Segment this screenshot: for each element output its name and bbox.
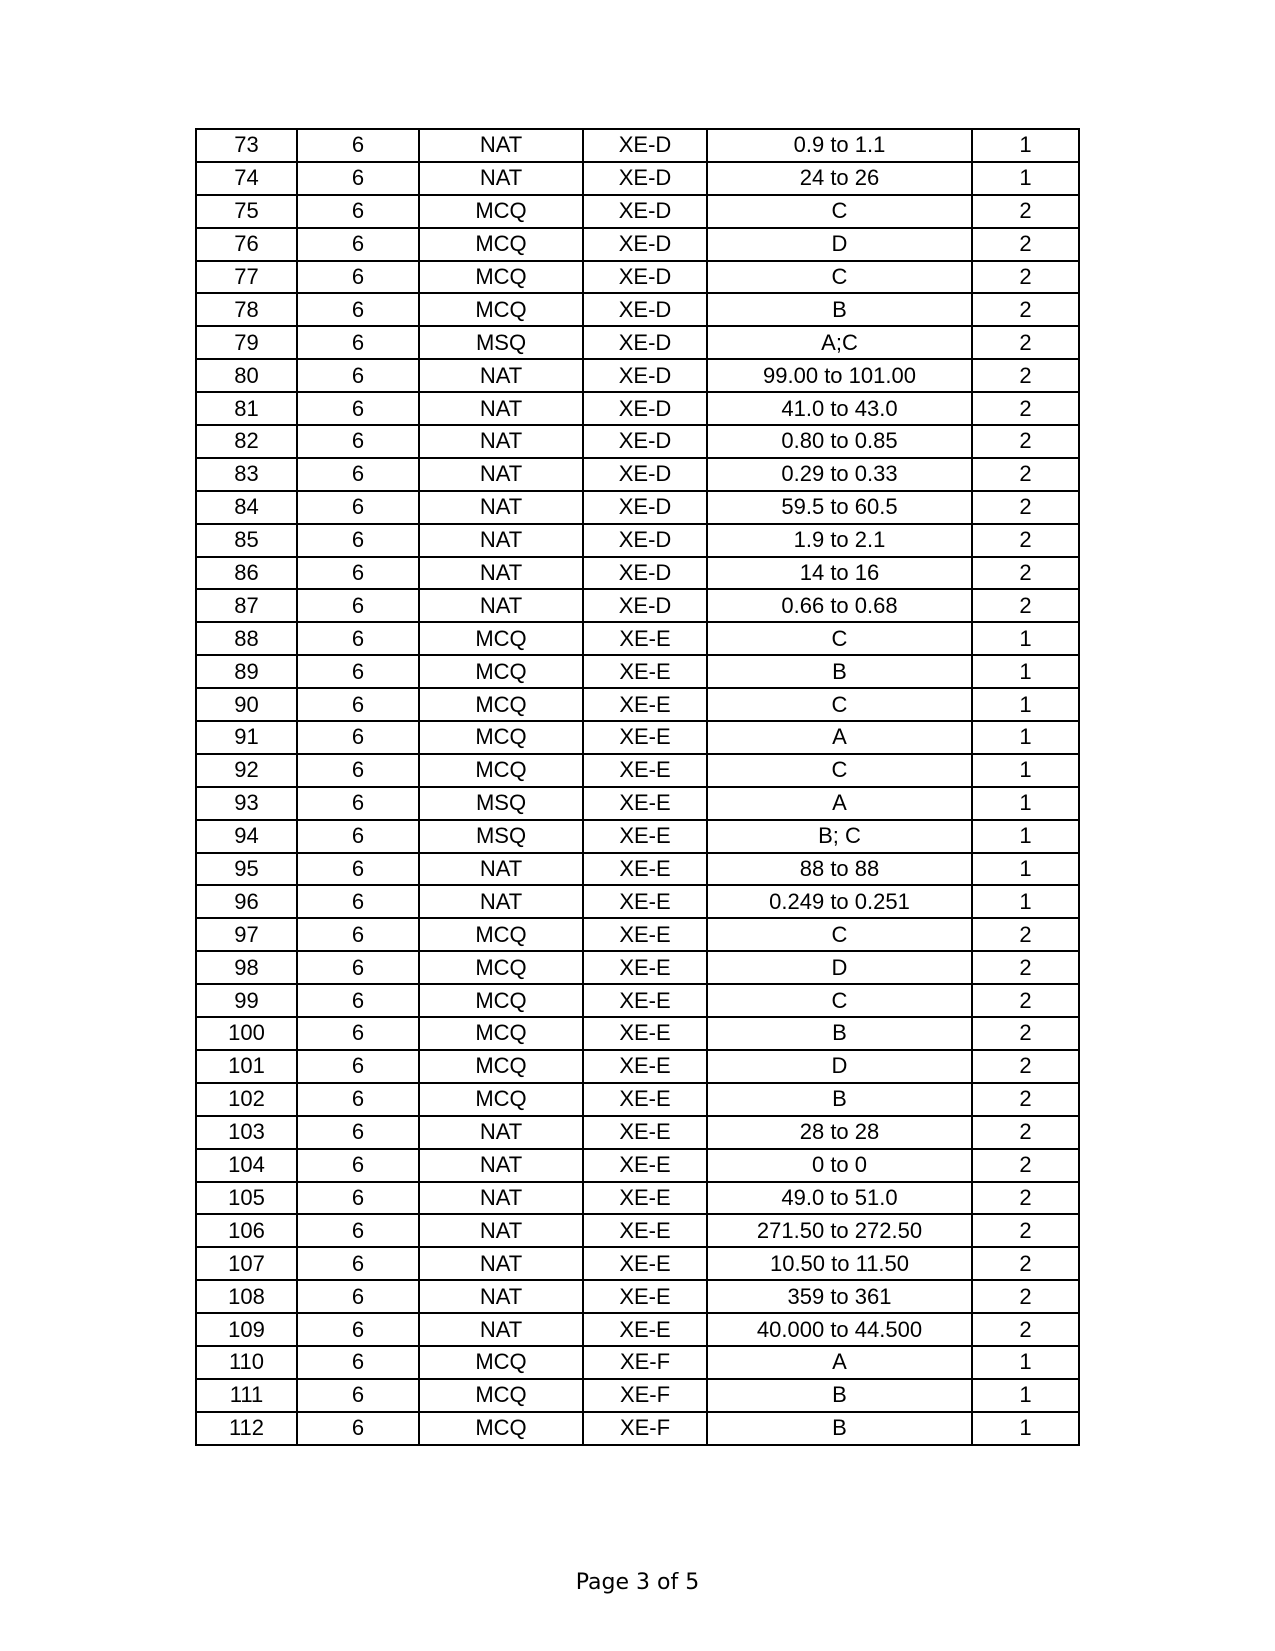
marks-cell: 1 — [972, 820, 1079, 853]
session-cell: 6 — [297, 425, 419, 458]
session-cell: 6 — [297, 951, 419, 984]
session-cell: 6 — [297, 1017, 419, 1050]
table-row — [196, 688, 1079, 721]
question-number-cell: 85 — [196, 524, 297, 557]
question-number-cell: 111 — [196, 1379, 297, 1412]
marks-cell: 1 — [972, 754, 1079, 787]
marks-cell: 1 — [972, 129, 1079, 162]
table-row — [196, 721, 1079, 754]
session-cell: 6 — [297, 1379, 419, 1412]
key-cell: 41.0 to 43.0 — [707, 392, 972, 425]
key-cell: C — [707, 622, 972, 655]
question-number-cell: 83 — [196, 458, 297, 491]
section-cell: XE-E — [583, 984, 707, 1017]
page-number: Page 3 of 5 — [575, 1570, 700, 1595]
section-cell: XE-E — [583, 1182, 707, 1215]
session-cell: 6 — [297, 1116, 419, 1149]
marks-cell: 2 — [972, 326, 1079, 359]
table-row — [196, 853, 1079, 886]
key-cell: B — [707, 1412, 972, 1445]
key-cell: 28 to 28 — [707, 1116, 972, 1149]
marks-cell: 2 — [972, 951, 1079, 984]
table-row — [196, 622, 1079, 655]
question-number-cell: 91 — [196, 721, 297, 754]
question-number-cell: 112 — [196, 1412, 297, 1445]
key-cell: 40.000 to 44.500 — [707, 1313, 972, 1346]
question-type-cell: MCQ — [419, 1379, 583, 1412]
session-cell: 6 — [297, 1346, 419, 1379]
key-cell: C — [707, 688, 972, 721]
table-row — [196, 1379, 1079, 1412]
question-type-cell: NAT — [419, 1247, 583, 1280]
section-cell: XE-E — [583, 1149, 707, 1182]
question-number-cell: 103 — [196, 1116, 297, 1149]
table-row — [196, 524, 1079, 557]
session-cell: 6 — [297, 491, 419, 524]
section-cell: XE-D — [583, 228, 707, 261]
key-cell: 271.50 to 272.50 — [707, 1214, 972, 1247]
table-row — [196, 359, 1079, 392]
table-row — [196, 1346, 1079, 1379]
question-type-cell: NAT — [419, 1182, 583, 1215]
question-number-cell: 86 — [196, 557, 297, 590]
session-cell: 6 — [297, 589, 419, 622]
question-number-cell: 109 — [196, 1313, 297, 1346]
session-cell: 6 — [297, 918, 419, 951]
session-cell: 6 — [297, 787, 419, 820]
section-cell: XE-D — [583, 359, 707, 392]
question-number-cell: 90 — [196, 688, 297, 721]
question-number-cell: 100 — [196, 1017, 297, 1050]
question-number-cell: 95 — [196, 853, 297, 886]
session-cell: 6 — [297, 721, 419, 754]
section-cell: XE-D — [583, 458, 707, 491]
question-number-cell: 105 — [196, 1182, 297, 1215]
session-cell: 6 — [297, 688, 419, 721]
question-number-cell: 74 — [196, 162, 297, 195]
key-cell: D — [707, 1050, 972, 1083]
key-cell: 1.9 to 2.1 — [707, 524, 972, 557]
session-cell: 6 — [297, 984, 419, 1017]
question-type-cell: NAT — [419, 162, 583, 195]
session-cell: 6 — [297, 1050, 419, 1083]
question-type-cell: MCQ — [419, 1050, 583, 1083]
table-row — [196, 787, 1079, 820]
session-cell: 6 — [297, 853, 419, 886]
session-cell: 6 — [297, 162, 419, 195]
question-number-cell: 81 — [196, 392, 297, 425]
key-cell: 359 to 361 — [707, 1280, 972, 1313]
question-number-cell: 93 — [196, 787, 297, 820]
session-cell: 6 — [297, 524, 419, 557]
question-type-cell: NAT — [419, 524, 583, 557]
question-type-cell: MCQ — [419, 688, 583, 721]
marks-cell: 1 — [972, 787, 1079, 820]
table-row — [196, 1050, 1079, 1083]
question-type-cell: NAT — [419, 1214, 583, 1247]
key-cell: C — [707, 984, 972, 1017]
question-type-cell: MSQ — [419, 787, 583, 820]
session-cell: 6 — [297, 1247, 419, 1280]
question-type-cell: MCQ — [419, 228, 583, 261]
table-row — [196, 1214, 1079, 1247]
question-number-cell: 80 — [196, 359, 297, 392]
question-number-cell: 75 — [196, 195, 297, 228]
question-number-cell: 82 — [196, 425, 297, 458]
question-type-cell: NAT — [419, 589, 583, 622]
session-cell: 6 — [297, 1280, 419, 1313]
question-type-cell: MCQ — [419, 984, 583, 1017]
key-cell: 99.00 to 101.00 — [707, 359, 972, 392]
session-cell: 6 — [297, 228, 419, 261]
key-cell: C — [707, 918, 972, 951]
table-row — [196, 261, 1079, 294]
question-number-cell: 87 — [196, 589, 297, 622]
question-type-cell: MCQ — [419, 1346, 583, 1379]
key-cell: C — [707, 195, 972, 228]
section-cell: XE-E — [583, 1116, 707, 1149]
key-cell: A — [707, 1346, 972, 1379]
table-row — [196, 228, 1079, 261]
marks-cell: 1 — [972, 1412, 1079, 1445]
section-cell: XE-E — [583, 918, 707, 951]
section-cell: XE-E — [583, 754, 707, 787]
question-type-cell: NAT — [419, 1149, 583, 1182]
table-row — [196, 885, 1079, 918]
answer-key-table-body — [196, 129, 1079, 1445]
session-cell: 6 — [297, 359, 419, 392]
marks-cell: 2 — [972, 1116, 1079, 1149]
key-cell: D — [707, 951, 972, 984]
section-cell: XE-E — [583, 1017, 707, 1050]
question-number-cell: 92 — [196, 754, 297, 787]
marks-cell: 2 — [972, 1149, 1079, 1182]
section-cell: XE-E — [583, 1247, 707, 1280]
table-row — [196, 392, 1079, 425]
question-type-cell: MCQ — [419, 293, 583, 326]
section-cell: XE-F — [583, 1346, 707, 1379]
key-cell: C — [707, 754, 972, 787]
table-row — [196, 425, 1079, 458]
key-cell: 14 to 16 — [707, 557, 972, 590]
question-number-cell: 94 — [196, 820, 297, 853]
marks-cell: 2 — [972, 392, 1079, 425]
section-cell: XE-D — [583, 129, 707, 162]
key-cell: A;C — [707, 326, 972, 359]
question-type-cell: MCQ — [419, 261, 583, 294]
question-number-cell: 108 — [196, 1280, 297, 1313]
key-cell: 0 to 0 — [707, 1149, 972, 1182]
table-row — [196, 557, 1079, 590]
marks-cell: 2 — [972, 589, 1079, 622]
question-type-cell: NAT — [419, 392, 583, 425]
table-row — [196, 589, 1079, 622]
table-row — [196, 458, 1079, 491]
marks-cell: 1 — [972, 162, 1079, 195]
session-cell: 6 — [297, 1149, 419, 1182]
question-type-cell: NAT — [419, 1313, 583, 1346]
session-cell: 6 — [297, 622, 419, 655]
marks-cell: 1 — [972, 622, 1079, 655]
section-cell: XE-E — [583, 787, 707, 820]
section-cell: XE-D — [583, 326, 707, 359]
marks-cell: 2 — [972, 984, 1079, 1017]
table-row — [196, 491, 1079, 524]
section-cell: XE-D — [583, 491, 707, 524]
marks-cell: 2 — [972, 425, 1079, 458]
table-row — [196, 129, 1079, 162]
section-cell: XE-D — [583, 524, 707, 557]
section-cell: XE-D — [583, 589, 707, 622]
question-number-cell: 96 — [196, 885, 297, 918]
marks-cell: 1 — [972, 885, 1079, 918]
question-type-cell: MSQ — [419, 326, 583, 359]
question-number-cell: 107 — [196, 1247, 297, 1280]
session-cell: 6 — [297, 392, 419, 425]
question-number-cell: 84 — [196, 491, 297, 524]
question-type-cell: NAT — [419, 359, 583, 392]
marks-cell: 2 — [972, 1313, 1079, 1346]
table-row — [196, 1149, 1079, 1182]
table-row — [196, 820, 1079, 853]
question-number-cell: 102 — [196, 1083, 297, 1116]
session-cell: 6 — [297, 1182, 419, 1215]
table-row — [196, 655, 1079, 688]
key-cell: B — [707, 655, 972, 688]
marks-cell: 2 — [972, 1247, 1079, 1280]
question-type-cell: MCQ — [419, 195, 583, 228]
question-number-cell: 73 — [196, 129, 297, 162]
marks-cell: 2 — [972, 491, 1079, 524]
question-type-cell: MCQ — [419, 721, 583, 754]
session-cell: 6 — [297, 1313, 419, 1346]
marks-cell: 1 — [972, 721, 1079, 754]
key-cell: 0.66 to 0.68 — [707, 589, 972, 622]
marks-cell: 2 — [972, 557, 1079, 590]
marks-cell: 2 — [972, 1050, 1079, 1083]
question-type-cell: NAT — [419, 1116, 583, 1149]
question-number-cell: 110 — [196, 1346, 297, 1379]
question-number-cell: 88 — [196, 622, 297, 655]
marks-cell: 2 — [972, 1083, 1079, 1116]
section-cell: XE-E — [583, 721, 707, 754]
section-cell: XE-D — [583, 293, 707, 326]
table-row — [196, 1247, 1079, 1280]
session-cell: 6 — [297, 326, 419, 359]
question-type-cell: NAT — [419, 425, 583, 458]
section-cell: XE-D — [583, 195, 707, 228]
key-cell: 10.50 to 11.50 — [707, 1247, 972, 1280]
section-cell: XE-E — [583, 853, 707, 886]
table-row — [196, 754, 1079, 787]
marks-cell: 2 — [972, 1214, 1079, 1247]
session-cell: 6 — [297, 129, 419, 162]
section-cell: XE-E — [583, 1050, 707, 1083]
section-cell: XE-E — [583, 1313, 707, 1346]
key-cell: A — [707, 721, 972, 754]
session-cell: 6 — [297, 1083, 419, 1116]
marks-cell: 2 — [972, 918, 1079, 951]
table-row — [196, 951, 1079, 984]
section-cell: XE-E — [583, 1280, 707, 1313]
marks-cell: 1 — [972, 853, 1079, 886]
session-cell: 6 — [297, 1214, 419, 1247]
key-cell: 0.80 to 0.85 — [707, 425, 972, 458]
question-number-cell: 106 — [196, 1214, 297, 1247]
question-number-cell: 76 — [196, 228, 297, 261]
key-cell: 49.0 to 51.0 — [707, 1182, 972, 1215]
session-cell: 6 — [297, 458, 419, 491]
table-row — [196, 195, 1079, 228]
table-row — [196, 1083, 1079, 1116]
section-cell: XE-E — [583, 951, 707, 984]
question-type-cell: NAT — [419, 885, 583, 918]
key-cell: 24 to 26 — [707, 162, 972, 195]
question-type-cell: MCQ — [419, 1017, 583, 1050]
key-cell: 88 to 88 — [707, 853, 972, 886]
marks-cell: 1 — [972, 1346, 1079, 1379]
question-type-cell: NAT — [419, 1280, 583, 1313]
section-cell: XE-E — [583, 622, 707, 655]
question-number-cell: 104 — [196, 1149, 297, 1182]
session-cell: 6 — [297, 820, 419, 853]
marks-cell: 2 — [972, 261, 1079, 294]
key-cell: D — [707, 228, 972, 261]
key-cell: B; C — [707, 820, 972, 853]
key-cell: A — [707, 787, 972, 820]
marks-cell: 1 — [972, 655, 1079, 688]
key-cell: B — [707, 1083, 972, 1116]
marks-cell: 2 — [972, 293, 1079, 326]
key-cell: 0.9 to 1.1 — [707, 129, 972, 162]
marks-cell: 1 — [972, 688, 1079, 721]
question-number-cell: 79 — [196, 326, 297, 359]
question-type-cell: NAT — [419, 557, 583, 590]
key-cell: 0.29 to 0.33 — [707, 458, 972, 491]
question-type-cell: NAT — [419, 129, 583, 162]
section-cell: XE-D — [583, 392, 707, 425]
question-number-cell: 89 — [196, 655, 297, 688]
section-cell: XE-E — [583, 688, 707, 721]
key-cell: B — [707, 1017, 972, 1050]
question-type-cell: NAT — [419, 853, 583, 886]
marks-cell: 2 — [972, 458, 1079, 491]
answer-key-table — [195, 128, 1080, 1446]
table-row — [196, 326, 1079, 359]
key-cell: 59.5 to 60.5 — [707, 491, 972, 524]
section-cell: XE-E — [583, 1214, 707, 1247]
question-number-cell: 101 — [196, 1050, 297, 1083]
question-type-cell: MCQ — [419, 951, 583, 984]
marks-cell: 2 — [972, 1182, 1079, 1215]
key-cell: 0.249 to 0.251 — [707, 885, 972, 918]
section-cell: XE-F — [583, 1412, 707, 1445]
section-cell: XE-F — [583, 1379, 707, 1412]
table-row — [196, 1412, 1079, 1445]
table-row — [196, 293, 1079, 326]
section-cell: XE-E — [583, 885, 707, 918]
section-cell: XE-E — [583, 820, 707, 853]
section-cell: XE-D — [583, 162, 707, 195]
session-cell: 6 — [297, 754, 419, 787]
session-cell: 6 — [297, 293, 419, 326]
question-type-cell: MCQ — [419, 754, 583, 787]
table-row — [196, 1313, 1079, 1346]
session-cell: 6 — [297, 557, 419, 590]
question-number-cell: 77 — [196, 261, 297, 294]
table-row — [196, 984, 1079, 1017]
session-cell: 6 — [297, 195, 419, 228]
marks-cell: 2 — [972, 1017, 1079, 1050]
marks-cell: 1 — [972, 1379, 1079, 1412]
question-number-cell: 98 — [196, 951, 297, 984]
table-row — [196, 1017, 1079, 1050]
key-cell: B — [707, 1379, 972, 1412]
question-type-cell: NAT — [419, 458, 583, 491]
table-row — [196, 1116, 1079, 1149]
session-cell: 6 — [297, 885, 419, 918]
session-cell: 6 — [297, 655, 419, 688]
marks-cell: 2 — [972, 359, 1079, 392]
question-number-cell: 99 — [196, 984, 297, 1017]
question-number-cell: 97 — [196, 918, 297, 951]
question-type-cell: MCQ — [419, 1412, 583, 1445]
table-row — [196, 162, 1079, 195]
table-row — [196, 1182, 1079, 1215]
question-type-cell: MCQ — [419, 918, 583, 951]
section-cell: XE-D — [583, 425, 707, 458]
table-row — [196, 918, 1079, 951]
question-type-cell: MCQ — [419, 655, 583, 688]
key-cell: B — [707, 293, 972, 326]
section-cell: XE-D — [583, 261, 707, 294]
session-cell: 6 — [297, 261, 419, 294]
question-type-cell: MCQ — [419, 622, 583, 655]
section-cell: XE-E — [583, 1083, 707, 1116]
marks-cell: 2 — [972, 228, 1079, 261]
section-cell: XE-D — [583, 557, 707, 590]
key-cell: C — [707, 261, 972, 294]
table-row — [196, 1280, 1079, 1313]
question-type-cell: MSQ — [419, 820, 583, 853]
marks-cell: 2 — [972, 1280, 1079, 1313]
question-type-cell: MCQ — [419, 1083, 583, 1116]
marks-cell: 2 — [972, 524, 1079, 557]
question-number-cell: 78 — [196, 293, 297, 326]
question-type-cell: NAT — [419, 491, 583, 524]
section-cell: XE-E — [583, 655, 707, 688]
marks-cell: 2 — [972, 195, 1079, 228]
session-cell: 6 — [297, 1412, 419, 1445]
